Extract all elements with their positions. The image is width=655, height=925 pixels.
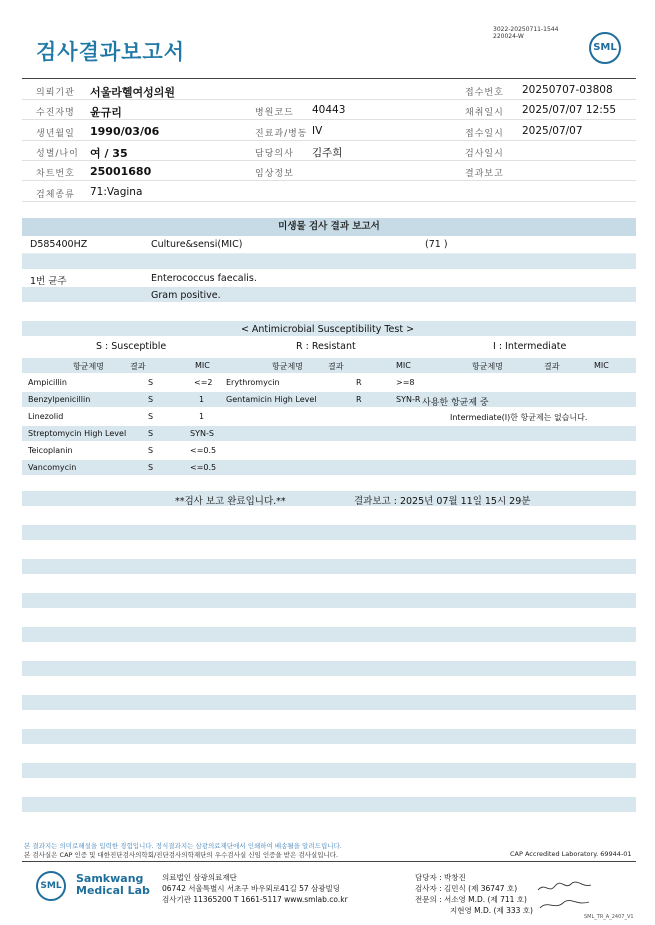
ast-column-header: 결과 [328,362,344,371]
row-band [22,287,636,302]
ast-column-header: MIC [396,361,411,370]
report-time: 결과보고 : 2025년 07월 11일 15시 29분 [354,496,531,507]
info-value: 김주희 [312,147,343,159]
info-value: 여 / 35 [90,147,128,160]
info-value: 1990/03/06 [90,125,160,138]
empty-row-band [22,627,636,642]
org-address: 06742 서울특별시 서초구 바우뫼로41길 57 삼광빌딩 [162,884,341,893]
header-divider [22,78,636,79]
info-label: 채취일시 [465,108,504,118]
ast-mic: SYN-S [190,429,214,438]
ast-drug: Linezolid [28,412,64,421]
document-id-line-2: 220024-W [493,33,524,40]
footer-divider [22,861,636,862]
ast-mic: <=0.5 [190,463,217,472]
ast-drug: Vancomycin [28,463,77,472]
ast-result: S [148,378,154,387]
info-label: 차트번호 [36,169,75,179]
ast-mic: <=2 [194,378,213,387]
specimen-code: (71 ) [425,239,448,250]
row-band [22,491,636,506]
disclaimer-2: 본 검사실은 CAP 인증 및 대한진단검사의학회/진단검사의학재단의 우수검사실 신임 인증을 받은 검사실입니다. [24,851,339,859]
ast-row-band [22,392,636,407]
ast-drug: Teicoplanin [28,446,73,455]
document-id [493,26,558,40]
ast-mic: 1 [199,412,205,421]
ast-drug: Benzylpenicillin [28,395,91,404]
ast-mic: <=0.5 [190,446,217,455]
info-label: 검체종류 [36,190,75,200]
empty-row-band [22,763,636,778]
ast-note: 사용한 항균제 중 [422,398,489,408]
ast-column-header: MIC [594,361,609,370]
info-value: IV [312,125,323,137]
empty-row-band [22,729,636,744]
org-name: 의료법인 삼광의료재단 [162,873,237,882]
ast-drug: Streptomycin High Level [28,429,127,438]
info-value: 서울라헬여성의원 [90,86,176,99]
ast-column-header: 항균제명 [272,362,303,371]
ast-drug: Gentamicin High Level [226,395,317,404]
info-label: 접수번호 [465,88,504,98]
sml-logo: SML [589,32,621,64]
ast-result: S [148,463,154,472]
info-label: 의뢰기관 [36,88,75,98]
info-row [22,141,636,161]
info-value: 40443 [312,104,346,116]
info-label: 검사일시 [465,149,504,159]
legend-resistant: R : Resistant [296,341,356,352]
info-label: 결과보고 [465,169,504,179]
info-row [22,121,636,141]
company-name-line-2: Medical Lab [76,884,150,897]
info-label: 생년월일 [36,129,75,139]
isolate-label: 1번 균주 [30,276,67,287]
org-contact: 검사기관 11365200 T 1661-5117 www.smlab.co.kr [162,895,348,904]
empty-row-band [22,559,636,574]
ast-result: S [148,429,154,438]
legend-susceptible: S : Susceptible [96,341,167,352]
ast-drug: Ampicillin [28,378,67,387]
form-code: SML_TR_A_2407_V1 [584,914,634,920]
ast-result: S [148,412,154,421]
staff-tester: 검사자 : 김민식 (제 36747 호) [415,884,518,893]
info-row [22,100,636,120]
ast-column-header: 결과 [544,362,560,371]
ast-result: S [148,395,154,404]
empty-row-band [22,695,636,710]
row-band [22,254,636,269]
info-value: 71:Vagina [90,186,143,198]
ast-result: S [148,446,154,455]
info-row [22,161,636,181]
staff-manager: 담당자 : 박창진 [415,873,466,882]
disclaimer-1: 본 결과지는 의미로해설을 입력한 경험입니다. 정식결과지는 삼광의료재단에서 인쇄하여 배송될을 알려드립니다. [24,842,342,850]
info-value: 20250707-03808 [522,84,613,96]
info-label: 담당의사 [255,149,294,159]
test-row [22,236,636,254]
cap-accreditation: CAP Accredited Laboratory. 69944-01 [510,850,632,858]
info-row [22,182,636,202]
info-value: 25001680 [90,165,152,178]
report-complete: **검사 보고 완료입니다.** [175,496,286,507]
staff-specialist-2: 지현영 M.D. (제 333 호) [450,906,533,915]
document-id-line-1: 3022-20250711-1544 [493,26,559,33]
ast-column-header: MIC [195,361,210,370]
organism-name: Enterococcus faecalis. [151,273,257,284]
empty-row-band [22,661,636,676]
empty-row-band [22,593,636,608]
ast-mic: >=8 [396,378,415,387]
sml-footer-logo: SML [36,871,66,901]
ast-note: Intermediate(I)한 항균제는 없습니다. [450,413,588,422]
ast-result: R [356,395,362,404]
page-title: 검사결과보고서 [36,40,186,64]
info-label: 성별/나이 [36,149,79,159]
ast-column-header: 항균제명 [472,362,503,371]
empty-row-band [22,525,636,540]
test-name: Culture&sensi(MIC) [151,239,243,250]
company-name [76,873,150,897]
info-label: 진료과/병동 [255,129,308,139]
ast-column-header: 결과 [130,362,146,371]
info-label: 병원코드 [255,108,294,118]
gram-stain: Gram positive. [151,290,221,301]
signature [535,876,595,916]
ast-mic: SYN-R [396,395,421,404]
ast-drug: Erythromycin [226,378,280,387]
company-name-line-1: Samkwang [76,872,144,885]
section-title: 미생물 검사 결과 보고서 [22,218,636,236]
test-code: D585400HZ [30,239,88,250]
ast-row-band [22,460,636,475]
legend-intermediate: I : Intermediate [493,341,567,352]
info-label: 임상정보 [255,169,294,179]
info-value: 2025/07/07 12:55 [522,104,617,116]
empty-row-band [22,797,636,812]
info-label: 접수일시 [465,129,504,139]
info-label: 수진자명 [36,108,75,118]
ast-mic: 1 [199,395,205,404]
ast-result: R [356,378,362,387]
ast-column-header: 항균제명 [73,362,104,371]
ast-title: < Antimicrobial Susceptibility Test > [240,324,415,335]
info-value: 윤규리 [90,106,122,119]
staff-specialist-1: 전문의 : 서소영 M.D. (제 711 호) [415,895,527,904]
info-row [22,80,636,100]
info-value: 2025/07/07 [522,125,583,137]
